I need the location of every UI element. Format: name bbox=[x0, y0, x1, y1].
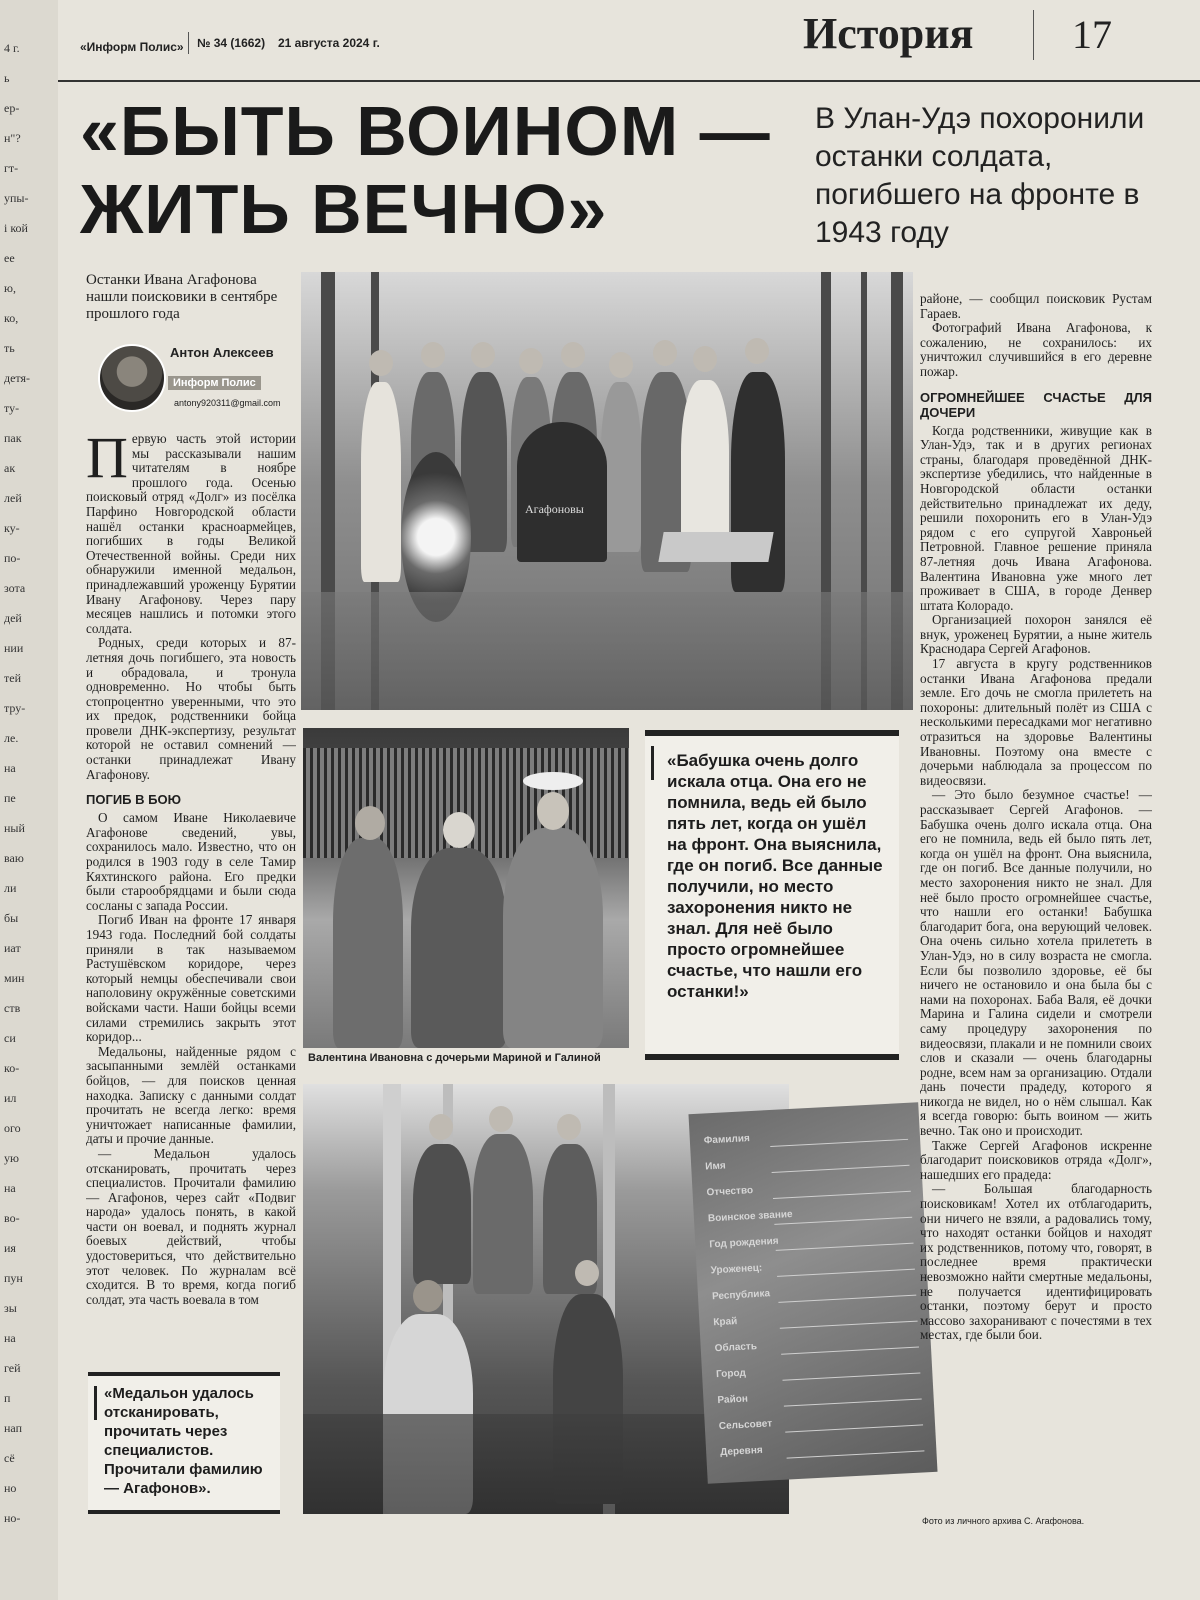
paragraph: — Медальон удалось отсканировать, прочитать через специалистов. Прочитали фамилию — Агафонов, через сайт «Подвиг народа» удалось понять, в какой части он воевал, и поднять журнал боевых действий, чтобы удостовериться, что действительно этот человек. По журналам всё сходится. В то время, когда погиб солдат, эта часть воевала в том bbox=[86, 1145, 296, 1307]
medallion-form-line bbox=[770, 1139, 908, 1147]
prev-page-text-fragment: 4 г. bbox=[4, 41, 20, 55]
prev-page-text-fragment: ого bbox=[4, 1121, 21, 1135]
pull-quote-left bbox=[88, 1372, 280, 1514]
issue-number: № 34 (1662) bbox=[188, 32, 265, 54]
prev-page-text-fragment: сё bbox=[4, 1451, 15, 1465]
prev-page-text-fragment: зы bbox=[4, 1301, 17, 1315]
prev-page-text-fragment: бы bbox=[4, 911, 19, 925]
medallion-form-row: Фамилия bbox=[703, 1133, 751, 1147]
prev-page-text-fragment: н"? bbox=[4, 131, 21, 145]
medallion-form-row: Воинское звание bbox=[707, 1208, 793, 1225]
section-title: История bbox=[803, 9, 974, 58]
paragraph: Родных, среди которых и 87-летняя дочь погибшего, эта новость и обрадовала, и тронула одновременно. Но чтобы быть стопроцентно уверенными, что это их предок, родственники бойца провели ДНК-экспертизу, результат которой не оставил сомнений — останки принадлежат Ивану Агафонову. bbox=[86, 635, 296, 782]
paragraph: — Это было безумное счастье! — рассказывает Сергей Агафонов. — Бабушка очень долго искала отца. Она его не помнила, ведь ей было пять лет, когда он ушёл на фронт. Она выяснила, где он погиб. Все данные получили, но место захоронения никто не знал. Для неё было просто огромнейшее счастье, что нашли его останки! Бабушка благодарит бога, она верующий человек. Она очень сильно хотела прилететь в Улан-Удэ, но в силу возраста не смогла. Если бы позволило здоровье, её бы ничего не остановило и она была бы с нами на похоронах. Баба Валя, её дочки Марина и Галина сидели и смотрели саму процедуру захоронения по видеосвязи, плакали и не помнили своих слов и сказали — очень благодарны родне, всем нам за организацию. Отдали дань почести прадеду, которого я никогда не видел, но о нём слышал. Как я всегда говорю: быть воином — жить вечно. Так оно и происходит. bbox=[920, 787, 1152, 1139]
avatar bbox=[98, 344, 166, 412]
prev-page-text-fragment: ный bbox=[4, 821, 25, 835]
gravestone-label: Агафоновы bbox=[525, 502, 584, 516]
medallion-form-line bbox=[776, 1243, 914, 1251]
prev-page-text-fragment: гт- bbox=[4, 161, 19, 175]
prev-page-text-fragment: ств bbox=[4, 1001, 21, 1015]
prev-page-text-fragment: дей bbox=[4, 611, 22, 625]
prev-page-text-fragment: пе bbox=[4, 791, 16, 805]
medallion-form-line bbox=[780, 1321, 918, 1329]
prev-page-text-fragment: ь bbox=[4, 71, 10, 85]
prev-page-text-fragment: си bbox=[4, 1031, 16, 1045]
prev-page-text-fragment: ко, bbox=[4, 311, 19, 325]
lead-text: Останки Ивана Агафонова нашли поисковики в сентябре прошлого года bbox=[86, 272, 278, 322]
deck: В Улан-Удэ похоронили останки солдата, погибшего на фронте в 1943 году bbox=[815, 102, 1145, 249]
prev-page-text-fragment: упы- bbox=[4, 191, 29, 205]
medallion-form-row: Имя bbox=[704, 1160, 726, 1173]
prev-page-text-fragment: лей bbox=[4, 491, 22, 505]
prev-page-text-fragment: мин bbox=[4, 971, 25, 985]
article-column-right bbox=[920, 292, 1152, 1508]
paragraph: 17 августа в кругу родственников останки Ивана Агафонова предали земле. Его дочь не смогла прилететь на похороны: длительный полёт из США с несколькими пересадками мог негативно отразиться на здоровье Валентины Ивановны. Поэтому она вместе с дочерьми наблюдала за процессом по видеосвязи. bbox=[920, 656, 1152, 788]
medallion-form-line bbox=[782, 1372, 920, 1380]
medallion-form-row: Отчество bbox=[706, 1185, 754, 1199]
medallion-form-line bbox=[785, 1424, 923, 1432]
medallion-form-line bbox=[784, 1398, 922, 1406]
medallion-form-row: Район bbox=[717, 1393, 749, 1407]
medallion-form-line bbox=[781, 1347, 919, 1355]
medallion-form-image bbox=[688, 1102, 937, 1484]
prev-page-text-fragment: тру- bbox=[4, 701, 26, 715]
pull-quote-text: «Бабушка очень долго искала отца. Она его не помнила, ведь ей было пять лет, когда он ушёл на фронт. Она выяснила, где он погиб. Все данные получили, но место захоронения никто не знал. Для неё было просто огромнейшее счастье, что нашли его останки!» bbox=[667, 751, 883, 1001]
prev-page-text-fragment: ую bbox=[4, 1151, 19, 1165]
medallion-form-row: Город bbox=[715, 1367, 747, 1381]
subheading: ПОГИБ В БОЮ bbox=[86, 792, 181, 808]
paragraph: — Большая благодарность поисковикам! Хотел их отблагодарить, они ничего не взяли, а радовались тому, что находят останки бойцов и находят их родственников, потому что, говорят, в последнее время практически невозможно найти смертные медальоны, не получается идентифицировать останки, поэтому берут и просто массово захоранивают с почестями в тех местах, где были бои. bbox=[920, 1181, 1152, 1343]
prev-page-text-fragment: ер- bbox=[4, 101, 20, 115]
medallion-form-line bbox=[777, 1269, 915, 1277]
medallion-form-row: Сельсовет bbox=[718, 1418, 773, 1433]
prev-page-text-fragment: ия bbox=[4, 1241, 16, 1255]
prev-page-text-fragment: зота bbox=[4, 581, 26, 595]
prev-page-text-fragment: детя- bbox=[4, 371, 31, 385]
prev-page-text-fragment: ю, bbox=[4, 281, 16, 295]
prev-page-text-fragment: по- bbox=[4, 551, 21, 565]
pull-quote-text: «Медальон удалось отсканировать, прочитать через специалистов. Прочитали фамилию — Агафонов». bbox=[104, 1385, 263, 1497]
prev-page-text-fragment: нап bbox=[4, 1421, 23, 1435]
prev-page-text-fragment: на bbox=[4, 761, 16, 775]
medallion-form-line bbox=[773, 1191, 911, 1199]
paragraph: Фотографий Ивана Агафонова, к сожалению, не сохранилось: их уничтожил случившийся в его деревне пожар. bbox=[920, 320, 1152, 379]
paragraph: Первую часть этой истории мы рассказывали нашим читателям в ноябре прошлого года. Осенью поисковый отряд «Долг» из посёлка Парфино Новгородской области нашёл останки красноармейцев, погибших в годы Великой Отечественной войны. Среди них обнаружили именной медальон, принадлежавший уроженцу Бурятии Ивану Агафонову. Через пару месяцев нашлись и потомки этого солдата. bbox=[86, 432, 296, 636]
prev-page-text-fragment: ли bbox=[4, 881, 17, 895]
paragraph: районе, — сообщил поисковик Рустам Гараев. bbox=[920, 292, 1152, 321]
prev-page-text-fragment: ко- bbox=[4, 1061, 20, 1075]
medallion-form-row: Деревня bbox=[719, 1444, 763, 1459]
subheading: ОГРОМНЕЙШЕЕ СЧАСТЬЕ ДЛЯ ДОЧЕРИ bbox=[920, 389, 1152, 420]
medallion-form-row: Уроженец: bbox=[710, 1262, 763, 1277]
paper-name: «Информ Полис» bbox=[80, 40, 184, 54]
prev-page-text-fragment: нии bbox=[4, 641, 24, 655]
paragraph: Погиб Иван на фронте 17 января 1943 года. Последний бой солдаты приняли в так называемом Растушёвском коридоре, через который немцы обеспечивали свои наполовину окружённые советскими войсками части. Наши бойцы всеми силами стремились закрыть этот коридор... bbox=[86, 912, 296, 1045]
medallion-form-line bbox=[787, 1450, 925, 1458]
prev-page-text-fragment: но- bbox=[4, 1511, 21, 1525]
prev-page-text-fragment: гей bbox=[4, 1361, 21, 1375]
issue-date: 21 августа 2024 г. bbox=[278, 36, 380, 50]
prev-page-text-fragment: пак bbox=[4, 431, 22, 445]
previous-page-edge bbox=[0, 0, 60, 1600]
medallion-form-row: Область bbox=[714, 1341, 758, 1355]
article-column-left bbox=[86, 432, 296, 1362]
photo-valentina-with-daughters bbox=[303, 728, 629, 1048]
prev-page-text-fragment: пун bbox=[4, 1271, 23, 1285]
prev-page-text-fragment: ле. bbox=[4, 731, 19, 745]
prev-page-text-fragment: но bbox=[4, 1481, 17, 1495]
prev-page-text-fragment: ее bbox=[4, 251, 15, 265]
medallion-form-line bbox=[772, 1165, 910, 1173]
paragraph: Организацией похорон занялся её внук, уроженец Бурятии, а ныне житель Краснодара Сергей Агафонов. bbox=[920, 612, 1152, 657]
prev-page-text-fragment: ку- bbox=[4, 521, 20, 535]
photo-group-at-grave bbox=[301, 272, 913, 710]
medallion-form-row: Год рождения bbox=[709, 1235, 779, 1251]
author-block bbox=[98, 344, 298, 420]
prev-page-text-fragment: иат bbox=[4, 941, 21, 955]
photo-credit: Фото из личного архива С. Агафонова. bbox=[922, 1516, 1085, 1526]
prev-page-text-fragment: ваю bbox=[4, 851, 24, 865]
prev-page-text-fragment: п bbox=[4, 1391, 11, 1405]
medallion-form-line bbox=[778, 1295, 916, 1303]
medallion-form-row: Край bbox=[713, 1316, 738, 1329]
author-name: Антон Алексеев bbox=[170, 345, 274, 360]
quote-bar bbox=[94, 1386, 97, 1420]
quote-bar bbox=[651, 746, 654, 780]
paragraph: Медальоны, найденные рядом с засыпанными землёй останками бойцов, — для поисков ценная находка. Записку с данными солдат прочитать не всегда легко: время уничтожает написанные фамилии, даты и прочие данные. bbox=[86, 1043, 296, 1147]
prev-page-text-fragment: ть bbox=[4, 341, 15, 355]
medallion-form-line bbox=[774, 1217, 912, 1225]
headline: «БЫТЬ ВОИНОМ — ЖИТЬ ВЕЧНО» bbox=[80, 92, 771, 248]
page-header bbox=[58, 0, 1200, 82]
prev-page-text-fragment: ил bbox=[4, 1091, 17, 1105]
pull-quote-right bbox=[645, 730, 899, 1060]
page-number: 17 bbox=[1033, 10, 1112, 60]
prev-page-text-fragment: і кой bbox=[4, 221, 28, 235]
paragraph: Когда родственники, живущие как в Улан-Удэ, так и в других регионах страны, благодаря проведённой ДНК-экспертизе убедились, что найденные в Новгородской области останки действительно принадлежат их деду, решили похоронить его в Улан-Удэ рядом с его супругой Хавроньей Петровной. Главное решение приняла 87-летняя дочь Ивана Агафонова. Валентина Ивановна уже много лет проживает в США, в городе Денвер штата Колорадо. bbox=[920, 422, 1152, 613]
author-outlet: Информ Полис bbox=[168, 376, 261, 390]
paragraph: О самом Иване Николаевиче Агафонове сведений, увы, сохранилось мало. Известно, что он родился в 1903 году в селе Тамир Кяхтинского района. Его предки были старообрядцами и были сюда сосланы с запада России. bbox=[86, 810, 296, 913]
paragraph: Также Сергей Агафонов искренне благодарит поисковиков отряда «Долг», нашедших его прадеда: bbox=[920, 1137, 1152, 1182]
medallion-form-row: Республика bbox=[711, 1288, 771, 1303]
prev-page-text-fragment: на bbox=[4, 1181, 16, 1195]
prev-page-text-fragment: ак bbox=[4, 461, 16, 475]
prev-page-text-fragment: во- bbox=[4, 1211, 20, 1225]
prev-page-text-fragment: тей bbox=[4, 671, 21, 685]
prev-page-text-fragment: на bbox=[4, 1331, 16, 1345]
author-email: antony920311@gmail.com bbox=[174, 398, 281, 408]
prev-page-text-fragment: ту- bbox=[4, 401, 20, 415]
photo-caption: Валентина Ивановна с дочерьми Мариной и Галиной bbox=[308, 1052, 601, 1064]
newspaper-page bbox=[58, 0, 1200, 1600]
